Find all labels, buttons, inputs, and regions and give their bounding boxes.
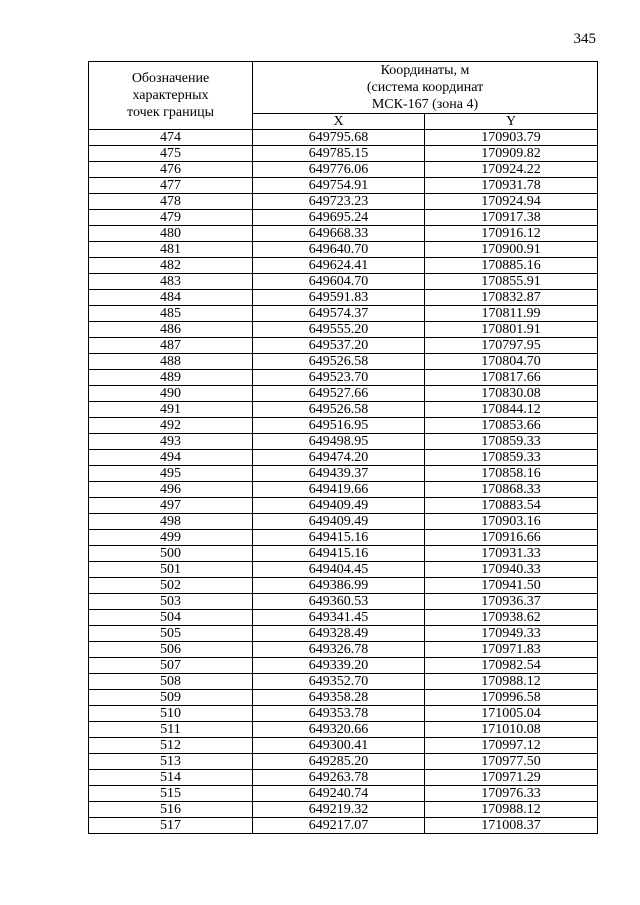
point-number-cell: 491 (89, 402, 253, 418)
point-number-cell: 482 (89, 258, 253, 274)
x-coordinate-cell: 649526.58 (253, 354, 425, 370)
table-row (89, 818, 598, 834)
x-coordinate-cell: 649409.49 (253, 514, 425, 530)
y-coordinate-cell: 170971.83 (425, 642, 598, 658)
y-coordinate-cell: 170931.78 (425, 178, 598, 194)
x-coordinate-cell: 649591.83 (253, 290, 425, 306)
y-coordinate-cell: 170976.33 (425, 786, 598, 802)
x-coordinate-cell: 649409.49 (253, 498, 425, 514)
point-number-cell: 506 (89, 642, 253, 658)
point-number-cell: 499 (89, 530, 253, 546)
x-coordinate-cell: 649555.20 (253, 322, 425, 338)
point-number-cell: 517 (89, 818, 253, 834)
table-row (89, 610, 598, 626)
point-number-cell: 483 (89, 274, 253, 290)
y-coordinate-cell: 170859.33 (425, 450, 598, 466)
point-number-cell: 510 (89, 706, 253, 722)
x-coordinate-cell: 649415.16 (253, 546, 425, 562)
y-coordinate-cell: 170859.33 (425, 434, 598, 450)
coords-label-line: (система координат (366, 80, 484, 95)
y-coordinate-cell: 170940.33 (425, 562, 598, 578)
coords-label-line: Координаты, м (380, 63, 470, 78)
y-coordinate-cell: 170853.66 (425, 418, 598, 434)
table-row (89, 802, 598, 818)
x-coordinate-cell: 649474.20 (253, 450, 425, 466)
x-coordinate-cell: 649776.06 (253, 162, 425, 178)
table-row (89, 754, 598, 770)
y-coordinate-cell: 170988.12 (425, 802, 598, 818)
point-number-cell: 485 (89, 306, 253, 322)
table-row (89, 562, 598, 578)
table-row (89, 642, 598, 658)
table-row (89, 210, 598, 226)
point-number-cell: 508 (89, 674, 253, 690)
x-coordinate-cell: 649624.41 (253, 258, 425, 274)
point-number-cell: 487 (89, 338, 253, 354)
point-number-cell: 478 (89, 194, 253, 210)
table-row (89, 498, 598, 514)
point-number-cell: 496 (89, 482, 253, 498)
table-row (89, 386, 598, 402)
table-header (89, 62, 598, 130)
table-row (89, 466, 598, 482)
table-row (89, 578, 598, 594)
x-coordinate-cell: 649754.91 (253, 178, 425, 194)
y-coordinate-cell: 170941.50 (425, 578, 598, 594)
x-coordinate-cell: 649320.66 (253, 722, 425, 738)
point-number-cell: 490 (89, 386, 253, 402)
x-coordinate-cell: 649341.45 (253, 610, 425, 626)
table-row (89, 146, 598, 162)
y-coordinate-cell: 171010.08 (425, 722, 598, 738)
table-row (89, 306, 598, 322)
x-coordinate-cell: 649328.49 (253, 626, 425, 642)
point-number-cell: 507 (89, 658, 253, 674)
table-row (89, 226, 598, 242)
x-coordinate-cell: 649404.45 (253, 562, 425, 578)
point-number-cell: 484 (89, 290, 253, 306)
y-coordinate-cell: 170844.12 (425, 402, 598, 418)
table-row (89, 418, 598, 434)
point-number-cell: 475 (89, 146, 253, 162)
y-coordinate-cell: 170977.50 (425, 754, 598, 770)
x-coordinate-cell: 649526.58 (253, 402, 425, 418)
point-number-cell: 481 (89, 242, 253, 258)
x-coordinate-cell: 649285.20 (253, 754, 425, 770)
x-coordinate-cell: 649360.53 (253, 594, 425, 610)
point-number-cell: 495 (89, 466, 253, 482)
point-number-cell: 511 (89, 722, 253, 738)
y-coordinate-cell: 170832.87 (425, 290, 598, 306)
point-number-cell: 504 (89, 610, 253, 626)
table-row (89, 130, 598, 146)
y-coordinate-cell: 170830.08 (425, 386, 598, 402)
table-row (89, 450, 598, 466)
x-coordinate-cell: 649523.70 (253, 370, 425, 386)
point-number-cell: 501 (89, 562, 253, 578)
table-row (89, 738, 598, 754)
x-coordinate-cell: 649498.95 (253, 434, 425, 450)
point-number-cell: 503 (89, 594, 253, 610)
y-coordinate-cell: 170903.79 (425, 130, 598, 146)
table-row (89, 706, 598, 722)
x-coordinate-cell: 649604.70 (253, 274, 425, 290)
y-coordinate-cell: 170801.91 (425, 322, 598, 338)
point-number-cell: 488 (89, 354, 253, 370)
x-coordinate-cell: 649439.37 (253, 466, 425, 482)
point-number-cell: 480 (89, 226, 253, 242)
x-coordinate-cell: 649300.41 (253, 738, 425, 754)
point-number-cell: 513 (89, 754, 253, 770)
y-column-header: Y (425, 114, 598, 130)
point-number-cell: 515 (89, 786, 253, 802)
y-coordinate-cell: 170988.12 (425, 674, 598, 690)
x-coordinate-cell: 649326.78 (253, 642, 425, 658)
x-coordinate-cell: 649419.66 (253, 482, 425, 498)
table-row (89, 482, 598, 498)
point-number-cell: 492 (89, 418, 253, 434)
point-number-cell: 486 (89, 322, 253, 338)
y-coordinate-cell: 170924.22 (425, 162, 598, 178)
coordinates-header (253, 62, 598, 114)
x-coordinate-cell: 649695.24 (253, 210, 425, 226)
point-number-cell: 500 (89, 546, 253, 562)
table-row (89, 626, 598, 642)
x-coordinate-cell: 649785.15 (253, 146, 425, 162)
x-coordinate-cell: 649640.70 (253, 242, 425, 258)
y-coordinate-cell: 170883.54 (425, 498, 598, 514)
point-number-cell: 494 (89, 450, 253, 466)
table-row (89, 354, 598, 370)
point-number-cell: 489 (89, 370, 253, 386)
y-coordinate-cell: 170936.37 (425, 594, 598, 610)
point-number-cell: 493 (89, 434, 253, 450)
y-coordinate-cell: 170916.12 (425, 226, 598, 242)
y-coordinate-cell: 170903.16 (425, 514, 598, 530)
coordinates-table (88, 61, 598, 834)
y-coordinate-cell: 170811.99 (425, 306, 598, 322)
x-coordinate-cell: 649415.16 (253, 530, 425, 546)
y-coordinate-cell: 171005.04 (425, 706, 598, 722)
point-label-header (89, 62, 253, 130)
point-number-cell: 505 (89, 626, 253, 642)
point-number-cell: 512 (89, 738, 253, 754)
y-coordinate-cell: 170997.12 (425, 738, 598, 754)
x-coordinate-cell: 649353.78 (253, 706, 425, 722)
y-coordinate-cell: 170949.33 (425, 626, 598, 642)
x-coordinate-cell: 649537.20 (253, 338, 425, 354)
point-number-cell: 474 (89, 130, 253, 146)
y-coordinate-cell: 170900.91 (425, 242, 598, 258)
y-coordinate-cell: 170924.94 (425, 194, 598, 210)
point-number-cell: 502 (89, 578, 253, 594)
y-coordinate-cell: 170917.38 (425, 210, 598, 226)
point-number-cell: 476 (89, 162, 253, 178)
table-row (89, 162, 598, 178)
table-row (89, 242, 598, 258)
y-coordinate-cell: 170885.16 (425, 258, 598, 274)
point-number-cell: 497 (89, 498, 253, 514)
x-coordinate-cell: 649516.95 (253, 418, 425, 434)
table-row (89, 434, 598, 450)
point-number-cell: 514 (89, 770, 253, 786)
table-row (89, 178, 598, 194)
y-coordinate-cell: 170982.54 (425, 658, 598, 674)
table-row (89, 258, 598, 274)
table-row (89, 674, 598, 690)
table-row (89, 658, 598, 674)
x-column-header: X (253, 114, 425, 130)
table-row (89, 402, 598, 418)
table-row (89, 370, 598, 386)
x-coordinate-cell: 649574.37 (253, 306, 425, 322)
table-row (89, 546, 598, 562)
x-coordinate-cell: 649386.99 (253, 578, 425, 594)
point-number-cell: 509 (89, 690, 253, 706)
y-coordinate-cell: 170858.16 (425, 466, 598, 482)
x-coordinate-cell: 649352.70 (253, 674, 425, 690)
x-coordinate-cell: 649263.78 (253, 770, 425, 786)
table-row (89, 530, 598, 546)
point-number-cell: 498 (89, 514, 253, 530)
x-coordinate-cell: 649358.28 (253, 690, 425, 706)
y-coordinate-cell: 171008.37 (425, 818, 598, 834)
table-row (89, 290, 598, 306)
point-label-line: Обозначение (131, 71, 210, 86)
point-number-cell: 516 (89, 802, 253, 818)
table-row (89, 274, 598, 290)
y-coordinate-cell: 170916.66 (425, 530, 598, 546)
table-row (89, 786, 598, 802)
point-label-line: точек границы (127, 105, 214, 120)
y-coordinate-cell: 170938.62 (425, 610, 598, 626)
x-coordinate-cell: 649339.20 (253, 658, 425, 674)
y-coordinate-cell: 170804.70 (425, 354, 598, 370)
y-coordinate-cell: 170868.33 (425, 482, 598, 498)
y-coordinate-cell: 170797.95 (425, 338, 598, 354)
x-coordinate-cell: 649795.68 (253, 130, 425, 146)
table-row (89, 594, 598, 610)
table-body (89, 130, 598, 834)
y-coordinate-cell: 170817.66 (425, 370, 598, 386)
y-coordinate-cell: 170996.58 (425, 690, 598, 706)
page-number: 345 (573, 31, 596, 47)
table-row (89, 722, 598, 738)
point-label-line: характерных (132, 88, 209, 103)
table-row (89, 514, 598, 530)
y-coordinate-cell: 170909.82 (425, 146, 598, 162)
x-coordinate-cell: 649527.66 (253, 386, 425, 402)
point-number-cell: 477 (89, 178, 253, 194)
x-coordinate-cell: 649723.23 (253, 194, 425, 210)
table-row (89, 770, 598, 786)
table-row (89, 194, 598, 210)
table-row (89, 322, 598, 338)
y-coordinate-cell: 170855.91 (425, 274, 598, 290)
x-coordinate-cell: 649668.33 (253, 226, 425, 242)
y-coordinate-cell: 170971.29 (425, 770, 598, 786)
x-coordinate-cell: 649217.07 (253, 818, 425, 834)
table-row (89, 338, 598, 354)
x-coordinate-cell: 649240.74 (253, 786, 425, 802)
coords-label-line: МСК-167 (зона 4) (371, 97, 479, 112)
table-row (89, 690, 598, 706)
point-number-cell: 479 (89, 210, 253, 226)
y-coordinate-cell: 170931.33 (425, 546, 598, 562)
x-coordinate-cell: 649219.32 (253, 802, 425, 818)
